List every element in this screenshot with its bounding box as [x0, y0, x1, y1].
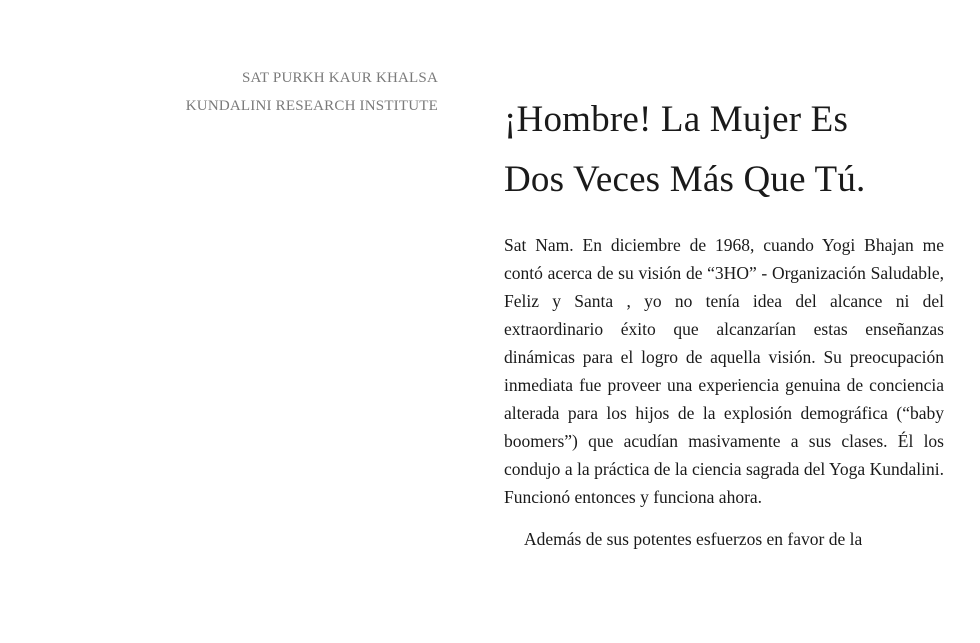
paragraph: Además de sus potentes esfuerzos en favor de la: [524, 529, 863, 549]
article-title: [504, 90, 944, 210]
author-name: SAT PURKH KAUR KHALSA: [241, 70, 438, 86]
article-title-line-1: ¡Hombre! La Mujer Es: [504, 99, 849, 140]
article-body: [504, 231, 944, 553]
paragraph: Sat Nam. En diciembre de 1968, cuando Yogi Bhajan me contó acerca de su visión de “3HO” - Organización Saludable, Feliz y Santa , yo no tenía idea del alcance ni del extraordinario éxito que alcanzarían estas enseñanzas dinámicas para el logro de aquella visión. Su preocupación inmediata fue proveer una experiencia genuina de conciencia alterada para los hijos de la explosión demográfica (“baby boomers”) que acudían masivamente a sus clases. Él los condujo a la práctica de la ciencia sagrada del Yoga Kundalini. Funcionó entonces y funciona ahora.: [504, 235, 944, 507]
article: [504, 90, 944, 553]
organization-name: KUNDALINI RESEARCH INSTITUTE: [185, 98, 438, 114]
byline: [186, 64, 438, 120]
article-title-line-2: Dos Veces Más Que Tú.: [504, 159, 866, 200]
